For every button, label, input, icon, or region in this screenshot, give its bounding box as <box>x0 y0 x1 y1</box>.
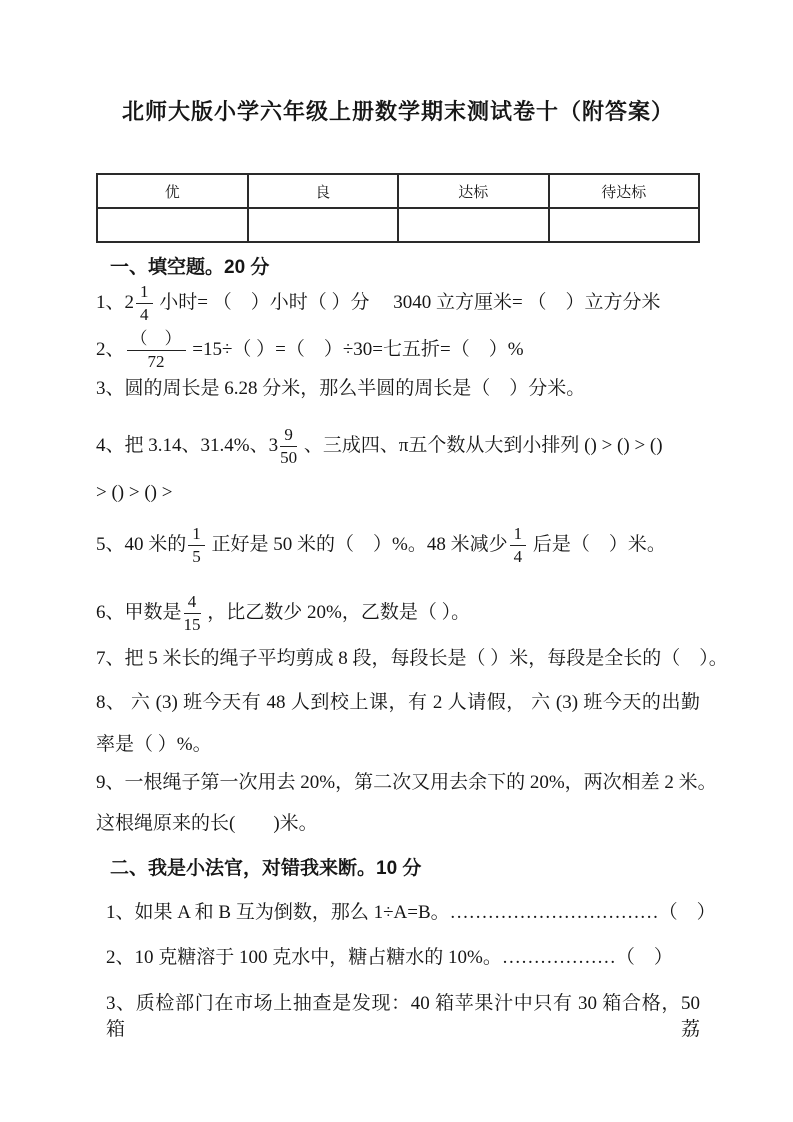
fraction-denominator: 4 <box>140 304 149 324</box>
question-text: > () > () > <box>96 482 173 503</box>
question-text: 3、圆的周长是 6.28 分米，那么半圆的周长是（ ）分米。 <box>96 378 586 399</box>
fill-question-9-continued <box>96 811 700 837</box>
fraction-denominator: 50 <box>280 447 298 467</box>
fill-question-7 <box>96 646 728 672</box>
fill-question-3 <box>96 376 700 402</box>
fraction-numerator: 1 <box>136 283 153 304</box>
fill-question-4 <box>96 422 700 470</box>
section1-heading: 一、填空题。20 分 <box>110 257 270 278</box>
question-text: 1、如果 A 和 B 互为倒数，那么 1÷A=B。……………………………（ ） <box>106 902 716 923</box>
fraction <box>136 283 153 324</box>
grade-blank-cell <box>248 208 399 242</box>
question-text: 正好是 50 米的（ ）%。48 米减少 <box>206 534 508 555</box>
grade-header-pass: 达标 <box>398 174 549 208</box>
fill-question-8-continued <box>96 732 700 758</box>
question-text: 2、10 克糖溶于 100 克水中，糖占糖水的 10%。………………（ ） <box>106 947 673 968</box>
grade-blank-cell <box>97 208 248 242</box>
fill-question-6 <box>96 588 700 638</box>
fraction-numerator: 9 <box>280 426 297 447</box>
grade-header-good: 良 <box>248 174 399 208</box>
question-text: 9、一根绳子第一次用去 20%，第二次又用去余下的 20%，两次相差 2 米。 <box>96 772 717 793</box>
section2-heading: 二、我是小法官，对错我来断。10 分 <box>110 858 422 879</box>
grade-header-pending: 待达标 <box>549 174 700 208</box>
question-text: 2、 <box>96 339 125 360</box>
fraction-denominator: 4 <box>513 546 523 566</box>
truefalse-question-3 <box>96 991 700 1043</box>
grade-header-excellent: 优 <box>97 174 248 208</box>
fraction <box>127 330 186 371</box>
question-text: 8、 六 (3) 班今天有 48 人到校上课，有 2 人请假， 六 (3) 班今天的出勤 <box>96 692 700 713</box>
fraction-denominator: 72 <box>147 351 165 371</box>
question-text: =15÷（ ）=（ ）÷30=七五折=（ ）% <box>187 339 524 360</box>
fraction <box>184 593 201 634</box>
question-text: 7、把 5 米长的绳子平均剪成 8 段，每段长是（ ）米，每段是全长的（ ）。 <box>96 648 728 669</box>
question-text: 小时= （ ）小时（ ）分 3040 立方厘米= （ ）立方分米 <box>154 292 661 313</box>
grade-table-header-row <box>97 174 699 208</box>
fill-question-4-continued <box>96 480 700 506</box>
question-text: 、三成四、π五个数从大到小排列 () > () > () <box>299 435 663 456</box>
fill-question-5 <box>96 520 700 570</box>
fraction <box>188 525 205 566</box>
question-text: 1、2 <box>96 292 135 313</box>
truefalse-question-2 <box>96 945 700 971</box>
question-text: 这根绳原来的长( )米。 <box>96 813 318 834</box>
question-text: ，比乙数少 20%，乙数是（ ）。 <box>202 602 471 623</box>
question-text: 4、把 3.14、31.4%、3 <box>96 435 279 456</box>
question-text: 3、质检部门在市场上抽查是发现：40 箱苹果汁中只有 30 箱合格，50 箱荔 <box>106 993 700 1040</box>
question-text: 5、40 米的 <box>96 534 187 555</box>
grade-table <box>96 173 700 243</box>
grade-table-blank-row <box>97 208 699 242</box>
fraction-numerator: 4 <box>184 593 201 614</box>
fraction <box>280 426 297 467</box>
fraction-numerator: 1 <box>188 525 205 546</box>
question-text: 后是（ ）米。 <box>528 534 666 555</box>
grade-blank-cell <box>549 208 700 242</box>
fill-question-9 <box>96 770 717 796</box>
question-text: 6、甲数是 <box>96 602 182 623</box>
fraction-numerator: （ ） <box>127 330 186 351</box>
fill-question-1 <box>96 281 700 325</box>
fraction <box>510 525 527 566</box>
question-text: 率是（ ）%。 <box>96 734 212 755</box>
truefalse-question-1 <box>96 900 716 926</box>
fraction-denominator: 5 <box>192 546 201 566</box>
fill-question-2 <box>96 325 700 375</box>
grade-blank-cell <box>398 208 549 242</box>
fill-question-8 <box>96 690 700 716</box>
fraction-denominator: 15 <box>183 614 201 634</box>
fraction-numerator: 1 <box>510 525 527 546</box>
page-title: 北师大版小学六年级上册数学期末测试卷十（附答案） <box>121 99 674 124</box>
